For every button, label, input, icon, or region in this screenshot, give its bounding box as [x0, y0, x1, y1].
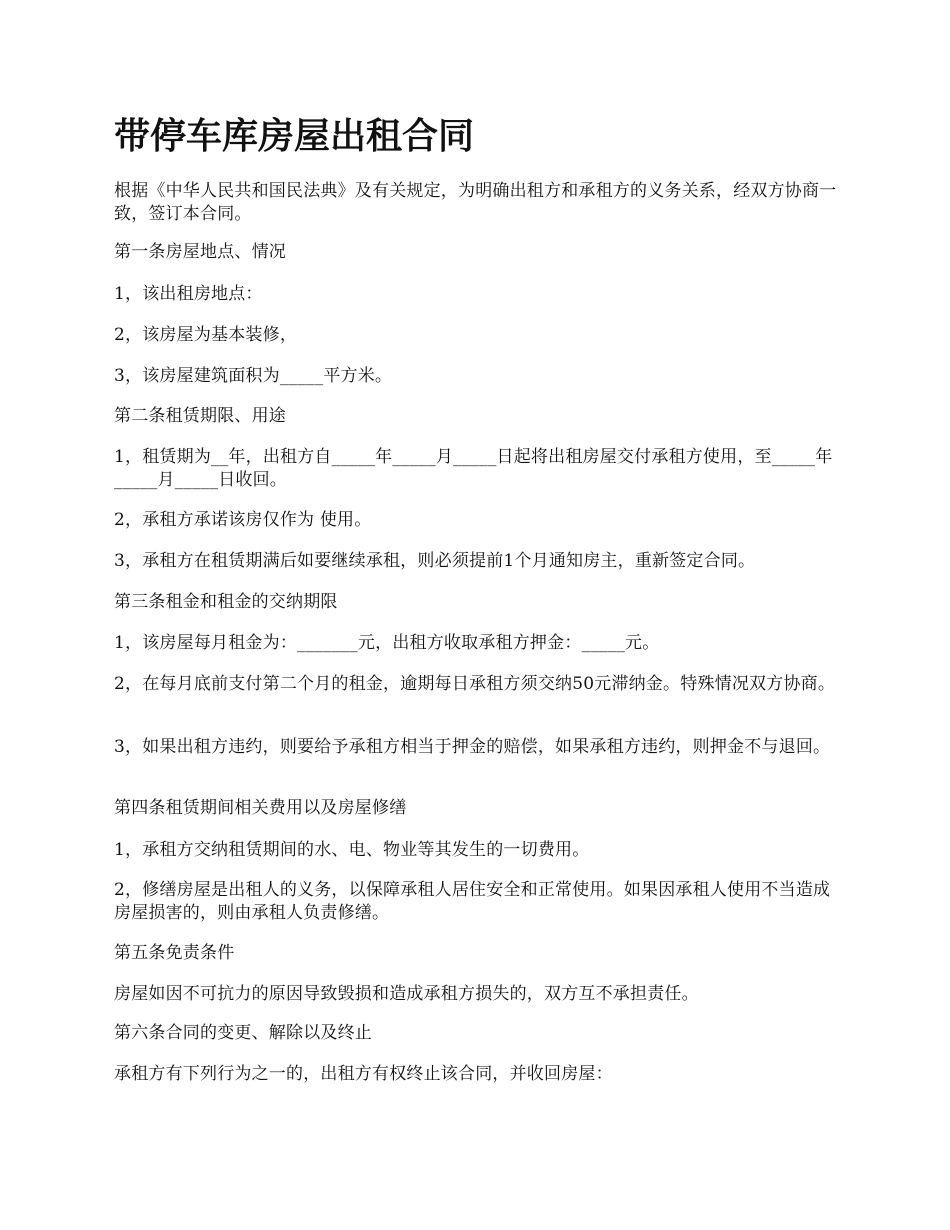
clause-paragraph: 2，该房屋为基本装修， [114, 325, 298, 345]
clause-paragraph: 2，在每月底前支付第二个月的租金，逾期每日承租方须交纳50元滞纳金。特殊情况双方协商。 [114, 674, 836, 694]
article-4-heading: 第四条租赁期间相关费用以及房屋修缮 [114, 798, 407, 818]
clause-paragraph: 3，承租方在租赁期满后如要继续承租，则必须提前1个月通知房主，重新签定合同。 [114, 551, 756, 571]
clause-paragraph: 1，该房屋每月租金为：_______元，出租方收取承租方押金：_____元。 [114, 633, 660, 653]
clause-paragraph: 3，该房屋建筑面积为_____平方米。 [114, 366, 393, 386]
article-6-heading: 第六条合同的变更、解除以及终止 [114, 1023, 372, 1043]
article-3-heading: 第三条租金和租金的交纳期限 [114, 592, 338, 612]
clause-paragraph: 1，该出租房地点： [114, 284, 263, 304]
clause-paragraph: 3，如果出租方违约，则要给予承租方相当于押金的赔偿，如果承租方违约，则押金不与退回。 [114, 737, 831, 757]
article-5-heading: 第五条免责条件 [114, 943, 235, 963]
clause-paragraph: 2，修缮房屋是出租人的义务，以保障承租人居住安全和正常使用。如果因承租人使用不当造成房屋损害的，则由承租人负责修缮。 [114, 880, 831, 923]
article-1-heading: 第一条房屋地点、情况 [114, 242, 286, 262]
clause-paragraph: 房屋如因不可抗力的原因导致毁损和造成承租方损失的，双方互不承担责任。 [114, 984, 699, 1004]
article-2-heading: 第二条租赁期限、用途 [114, 406, 286, 426]
clause-paragraph: 承租方有下列行为之一的，出租方有权终止该合同，并收回房屋： [114, 1064, 613, 1084]
clause-paragraph: 1，承租方交纳租赁期间的水、电、物业等其发生的一切费用。 [114, 840, 590, 860]
clause-paragraph: 2，承租方承诺该房仅作为 使用。 [114, 510, 372, 530]
clause-paragraph: 1，租赁期为__年，出租方自_____年_____月_____日起将出租房屋交付承租方使用，至_____年_____月_____日收回。 [114, 447, 833, 490]
intro-paragraph: 根据《中华人民共和国民法典》及有关规定，为明确出租方和承租方的义务关系，经双方协商一致，签订本合同。 [114, 181, 837, 224]
document-title: 带停车库房屋出租合同 [114, 115, 475, 157]
